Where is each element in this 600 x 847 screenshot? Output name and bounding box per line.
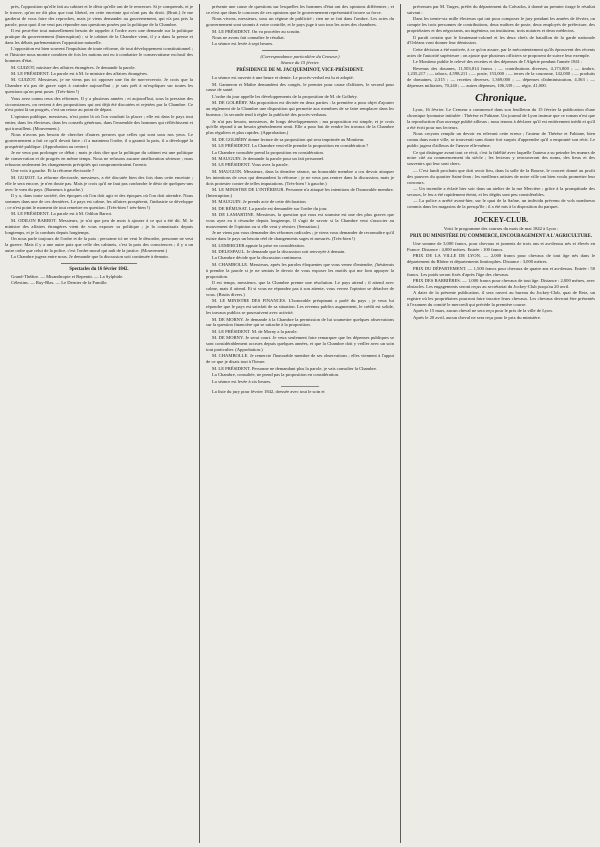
col2-top [206, 4, 394, 47]
article-paragraph: M. GUIZOT, ministre des affaires étrangères. Je demande la parole. [11, 64, 136, 70]
col3-jockey [407, 241, 595, 321]
article-paragraph: M. DE RÉMUSAT. La parole est demandée sur l'ordre du jour. [212, 205, 328, 211]
article-paragraph: M. LE PRÉSIDENT. Vous avez la parole. [212, 162, 289, 168]
article-paragraph: Cette décision a été motivée, à ce qu'on assure, par le mécontentement qu'ils éprouvent des récents actes de l'autorité supérieure ; on ajoute que plusieurs officiers se proposent de suivre leur exemple. [407, 46, 595, 58]
jockey-club-heading: JOCKEY-CLUB. [473, 216, 529, 225]
section-divider [482, 212, 520, 213]
article-paragraph: Une voix à gauche. Et la réforme électorale ? [11, 168, 95, 174]
section-divider [61, 263, 136, 264]
article-paragraph: La Chambre, consultée, ne prend pas la proposition en considération. [212, 372, 340, 378]
jockey-paragraph: PRIX DE LA VILLE DE LYON. — 2,000 francs pour chevaux de tout âge nés dans le département du Rhône et départements limitrophes. Distance : 3,000 mètres. [407, 253, 595, 265]
article-paragraph: Je ne veux pas prolonger ce débat ; mais je dois dire que la politique du cabinet est une politique de conservation et de progrès en même temps. Nous ne refusons aucune amélioration sérieuse ; nous refusons seulement les changements précipités qui compromettraient l'avenir. [5, 150, 193, 168]
chronique-paragraph: — Un incendie a éclaté hier soir dans un atelier de la rue Mercière ; grâce à la promptitude des secours, le feu a été rapidement éteint, et les dégâts sont peu considérables. [407, 185, 595, 197]
article-paragraph: M. DELESPAUL. Je demande que la discussion soit renvoyée à demain. [212, 249, 346, 255]
article-paragraph: Vous avez connu ceux des réformes. Il y a plusieurs années ; et aujourd'hui, sous la pression des circonstances, on revient à des propositions qui ont déjà été discutées et rejetées par la Chambre. Ce n'est point là un progrès, c'est un retour au point de départ. [5, 95, 193, 113]
article-paragraph: Il est temps, messieurs, que la Chambre prenne une résolution. Le pays attend ; il attend avec calme, mais il attend. Et si vous ne répondez pas à son attente, vous verrez l'opinion se détacher de vous. (Bruits divers.) [206, 280, 394, 297]
chronique-paragraph: Nous croyons remplir un devoir en relevant cette erreur ; l'auteur de Thérèse et Fabiane, bien connu dans notre ville, se trouverait sans doute fort surpris d'apprendre qu'il a emprunté son récit. Le public jugera d'ailleurs de l'œuvre elle-même. [407, 131, 595, 149]
prix-ministere-heading: PRIX DU MINISTÈRE DU COMMERCE, ENCOURAGEMENT A L'AGRICULTURE. [410, 234, 592, 239]
article-paragraph: M. Ganneron et Maître demandent des congés, le premier pour cause d'affaires, le second pour cause de santé. [206, 81, 394, 93]
session-dateline: Séance du 15 février. [280, 60, 320, 66]
article-paragraph: Il est peut-être tout naturellement besoin de rappeler à l'ordre avec une demande sur la politique pratique du gouvernement (Interruption) ; si le cabinet de la Chambre vient, il y a dans la presse et dans les débats parlementaires l'opposition naturelle. [5, 28, 193, 45]
article-paragraph: M. MAUGUIN. Messieurs, dans la dernière séance, un honorable membre a cru devoir attaquer les intentions de ceux qui demandent la réforme ; je ne veux pas rentrer dans la discussion, mais je dois protester contre de telles imputations. (Très-bien ! à gauche.) [206, 168, 394, 186]
chronique-heading: Chronique. [475, 92, 527, 105]
article-paragraph: M. LE PRÉSIDENT. M. de Morny a la parole. [212, 328, 298, 334]
article-paragraph: La Chambre consultée prend la proposition en considération. [212, 149, 325, 155]
jockey-intro: Voici le programme des courses du mois de mai 1842 à Lyon : [443, 226, 559, 232]
article-paragraph: La Chambre jugera entre nous. Je demande que la discussion soit continuée à demain. [11, 254, 169, 260]
article-paragraph: Il paraît certain que le lieutenant-colonel et les deux chefs de bataillon de la garde nationale d'Orléans vont donner leur démission. [407, 34, 595, 46]
column-3 [407, 4, 595, 843]
article-paragraph: La séance est ouverte à une heure et demie. Le procès-verbal est lu et adopté. [212, 75, 354, 81]
article-paragraph: M. MAUGUIN. Je demande la parole pour un fait personnel. [212, 155, 325, 161]
article-paragraph: M. DE MORNY. Je serai court. Je veux seulement faire remarquer que les dépenses publiques se sont considérablement accrues depuis quelques années, et que la Chambre doit y veiller avec un soin tout particulier. (Approbation.) [206, 335, 394, 353]
col3-chron [407, 107, 595, 210]
article-paragraph: M. LE PRÉSIDENT. La parole est à M. le ministre des affaires étrangères. [11, 70, 149, 76]
article-paragraph: M. DE LAMARTINE. Messieurs, la question qui vous est soumise est une des plus graves que vous ayez eu à résoudre depuis longtemps. Il s'agit de savoir si la Chambre veut s'associer au mouvement de l'opinion ou si elle veut y résister. (Sensation.) [206, 212, 394, 229]
spectacle-line: Grand-Théâtre. — Misanthropie et Repentir. — La Sylphide. [11, 273, 124, 279]
spectacle-line: Célestins. — Ruy-Blas. — Le Dernier de la Famille. [11, 280, 108, 286]
article-paragraph: La séance est levée à sept heures. [212, 41, 274, 47]
article-paragraph: M. GUIZOT. Messieurs, je ne viens pas ici opposer une fin de non-recevoir. Je crois que la Chambre n'a pas de grave sujet à craindre aujourd'hui ; je suis prêt à m'expliquer sur toutes les questions qu'on peut poser. (Très-bien !) [5, 77, 193, 95]
column-rule [199, 4, 200, 843]
article-paragraph: Le Moniteur publie le relevé des recettes et des dépenses de l'Algérie pendant l'année 1841 : [413, 59, 583, 65]
article-paragraph: M. LE MINISTRE DES FINANCES. L'honorable préopinant a parlé du pays ; je veux lui répondre que le pays est satisfait de sa situation. Les revenus publics augmentent, le crédit est solide, les travaux publics se poursuivent avec activité. [206, 298, 394, 316]
article-paragraph: M. DE GOLBÉRY donne lecture de sa proposition qui sera imprimée au Moniteur. [212, 136, 365, 142]
article-paragraph: Il y a, dans toute société, des époques où l'on doit agir et des époques où l'on doit attendre. Nous sommes dans une de ces dernières. Le pays est calme, les affaires prospèrent, l'industrie se développe ; ce n'est point le moment de tout remettre en question. (Très-bien ! très-bien !) [5, 193, 193, 210]
article-paragraph: Revenus des douanes, 11,503,814 francs ; — contributions diverses, 4,173,800 ; — timbre, 1,235,217 ; — tabacs, 4,598,211 ; — poste, 153,000 ; — terres de la couronne, 142,000 ; — produits de domaines, 2,315 ; — recettes diverses, 1,369,000 ; — dépenses d'administration, 4,363 ; — dépenses militaires, 70,240 ; — autres dépenses, 106,339 ; — régie, 41,000. [407, 65, 595, 89]
column-rule [400, 4, 401, 843]
correspondence-title: (Correspondance particulière du Censeur.) [260, 54, 340, 60]
article-paragraph: M. LE PRÉSIDENT. La Chambre veut-elle prendre la proposition en considération ? [212, 143, 369, 149]
article-paragraph: M. ODILON BARROT. Messieurs, je n'ai que peu de mots à ajouter à ce qui a été dit. M. le ministre des affaires étrangères vient de vous exposer sa politique ; je la connaissais depuis longtemps, et je la combats depuis longtemps. [5, 217, 193, 235]
col2-mid [206, 75, 394, 384]
article-paragraph: La Chambre décide que la discussion continuera. [212, 255, 303, 261]
article-paragraph: prévenues par M. Targes, préfet du département du Calvados, à donné au premier tirage le résultat suivant : [407, 4, 595, 15]
article-paragraph: M. MAUGUIN. Je prends acte de cette déclaration. [212, 199, 307, 205]
chronique-paragraph: Lyon, 16 février. Le Censeur a commencé dans son feuilleton du 15 février la publication d'une chronique lyonnaise intitulée : Thérèse et Fabiane. Un journal de Lyon insinue que ce roman n'est que la reproduction d'un ouvrage publié ailleurs ; nous tenons à déclarer qu'il est entièrement inédit et qu'il a été écrit pour nos lecteurs. [407, 107, 595, 130]
jockey-paragraph: A dater de la présente publication, il sera ouvert au bureau du Jockey-Club, quai de Retz, un registre où les propriétaires pourront faire inscrire leurs chevaux. Les chevaux devront être présentés à l'examen du comité le mercredi qui précède la première course. [407, 290, 595, 308]
jockey-paragraph: PRIX DES BARRIÈRES. — 1,000 francs pour chevaux de tout âge. Distance : 2,000 mètres, avec obstacles. Les engagements seront reçus au secrétariat du Jockey-Club jusqu'au 20 avril. [407, 277, 595, 289]
article-paragraph: M. LEMERCIER appuie la prise en considération. [212, 242, 305, 248]
article-paragraph: Nous vivons, messieurs, sous un régime de publicité ; rien ne se fait dans l'ombre. Les actes du gouvernement sont soumis à votre contrôle, et le pays juge à son tour les actes des chambres. [206, 16, 394, 28]
section-divider [262, 50, 337, 51]
col3-top [407, 4, 595, 89]
article-paragraph: Nous ne avons fait connaître le résultat. [212, 35, 285, 41]
article-paragraph: M. CHAMBOLLE. Je remercie l'honorable membre de ses observations ; elles viennent à l'appui de ce que je disais tout à l'heure. [206, 353, 394, 365]
chronique-paragraph: Ce qui distingue avant tout ce récit, c'est la fidélité avec laquelle l'auteur a su peindre les mœurs de notre cité au commencement du siècle ; les lecteurs y retrouveront des noms, des lieux et des souvenirs qui leur sont chers. [407, 149, 595, 167]
article-paragraph: Je n'ai pas besoin, messieurs, de longs développements ; ma proposition est simple, et je crois qu'elle répond à un besoin généralement senti. Elle a pour but de rendre les travaux de la Chambre plus réguliers et plus rapides. (Approbation.) [206, 118, 394, 136]
spectacles-list [5, 274, 193, 286]
presidency-heading: PRÉSIDENCE DE M. JACQUEMINOT, VICE-PRÉSIDENT. [236, 68, 364, 74]
article-paragraph: Nous n'avons pas besoin de chercher d'autres preuves que celles qui sont sous nos yeux. Le gouvernement a fait ce qu'il devait faire ; il a maintenu l'ordre, il a garanti la paix, il a développé la prospérité publique. (Approbation au centre.) [5, 132, 193, 149]
jockey-paragraph: Après le 20 avril, aucun cheval ne sera reçu pour le prix du ministère. [413, 314, 541, 320]
article-paragraph: Je ne viens pas vous demander des réformes radicales ; je viens vous demander de reconnaître qu'il existe dans le pays un besoin réel de changements sages et mesurés. (Très-bien !) [206, 230, 394, 242]
article-paragraph: M. DE GOLBÉRY. Ma proposition est divisée en deux parties : la première a pour objet d'ajouter au règlement de la Chambre une disposition qui permette aux membres de se faire remplacer dans les bureaux ; la seconde tend à régler la publicité des procès-verbaux. [206, 100, 394, 118]
column-1 [5, 4, 193, 843]
article-paragraph: M. CHAMBOLLE. Messieurs, après les paroles éloquentes que vous venez d'entendre, j'hésiterais à prendre la parole si je ne sentais le devoir de vous exposer les motifs qui me font appuyer la proposition. [206, 261, 394, 279]
article-paragraph: M. GUIZOT. La réforme électorale, messieurs, a été discutée bien des fois dans cette enceinte ; elle le sera encore, je n'en doute pas. Mais je crois qu'il ne faut pas confondre le désir de quelques-uns avec le vœu du pays. (Rumeurs à gauche.) [5, 174, 193, 192]
article-paragraph: La séance est levée à six heures. [212, 378, 272, 384]
article-paragraph: M. LE PRÉSIDENT. On va procéder au scrutin. [212, 28, 301, 34]
article-paragraph: Dans les trente-six mille électeurs qui ont pour composer le jury pendant les années de février, on compte les trois personnes de contributions, deux maîtres de poste, deux employés de préfecture, des propriétaires et des négociants, un ingénieur, un instituteur, trois notaires et deux médecins. [407, 16, 595, 34]
chronique-paragraph: — La police a arrêté avant-hier, sur le quai de la Saône, un individu prévenu de vols nombreux commis dans les magasins de la presqu'île ; il a été mis à la disposition du parquet. [407, 198, 595, 210]
jury-paragraph: La liste du jury pour février 1842, dressée avec tout le soin et [212, 389, 325, 395]
article-paragraph: L'opposition est bien souvent l'impulsion de toute réforme, de tout développement constitutionnel ; et l'histoire nous montre combien de fois les nations ont eu à combattre le conservatisme exclusif des hommes d'état. [5, 46, 193, 64]
jockey-paragraph: Une somme de 3,000 francs, pour chevaux et juments de trois ans et au-dessus nés et élevés en France. Distance : 4,000 mètres. Entrée : 100 francs. [407, 241, 595, 252]
article-paragraph: M. LE MINISTRE DE L'INTÉRIEUR. Personne n'a attaqué les intentions de l'honorable membre. (Interruption.) [206, 186, 394, 198]
article-paragraph: M. LE PRÉSIDENT. Personne ne demandant plus la parole, je vais consulter la Chambre. [212, 365, 378, 371]
spectacles-title: Spectacles du 16 février 1842. [69, 267, 129, 273]
article-paragraph: L'opinion publique, messieurs, n'est point là où l'on voudrait la placer ; elle est dans le pays tout entier, dans les électeurs, dans les conseils généraux, dans l'ensemble des hommes qui réfléchissent et qui travaillent. (Mouvement.) [5, 113, 193, 131]
column-2 [206, 4, 394, 843]
article-paragraph: M. LE PRÉSIDENT. La parole est à M. Odilon Barrot. [11, 211, 113, 217]
article-paragraph: présente une cause de questions sur lesquelles les hommes d'état ont des opinions différentes ; et ce n'est que dans le concours de ces opinions que le gouvernement représentatif trouve sa force. [206, 4, 394, 15]
section-divider [281, 386, 319, 387]
jockey-paragraph: Après le 15 mars, aucun cheval ne sera reçu pour le prix de la ville de Lyon. [413, 308, 553, 314]
chronique-paragraph: — C'est lundi prochain que doit avoir lieu, dans la salle de la Bourse, le concert donné au profit des pauvres du quartier Saint-Jean ; les meilleurs artistes de notre ville ont bien voulu promettre leur concours. [407, 167, 595, 185]
article-paragraph: M. DE MORNY. Je demande à la Chambre la permission de lui soumettre quelques observations sur la question financière qui se rattache à la proposition. [206, 316, 394, 328]
col1-body [5, 4, 193, 260]
article-paragraph: On nous parle toujours de l'ordre et de la paix ; personne ici ne veut le désordre, personne ne veut la guerre. Mais il y a une autre paix que celle des cabinets, c'est la paix des consciences ; il y a un autre ordre que celui de la police, c'est l'ordre moral qui naît de la justice. (Mouvement.) [5, 235, 193, 253]
jockey-paragraph: PRIX DU DÉPARTEMENT. — 1,500 francs pour chevaux de quatre ans et au-dessus. Entrée : 50 francs. Les poids seront fixés d'après l'âge des chevaux. [407, 265, 595, 277]
article-paragraph: L'ordre du jour appelle les développements de la proposition de M. de Golbéry. [212, 93, 358, 99]
article-paragraph: près, l'opposition qu'elle fait au cabinet et le désir qu'elle ont de le renverser. Si je comprends, et je le trouve, qu'on ne dit plus que tout libéral, en cette enceinte qui n'ont pas du droit. (Bruit.) Je me garderai de vous faire des reproches, mais je viens demander au gouvernement, qui n'a pas pris la parole, pour quoi il ne veut pas répondre aux questions posées par la politique de la Chambre. [5, 4, 193, 27]
